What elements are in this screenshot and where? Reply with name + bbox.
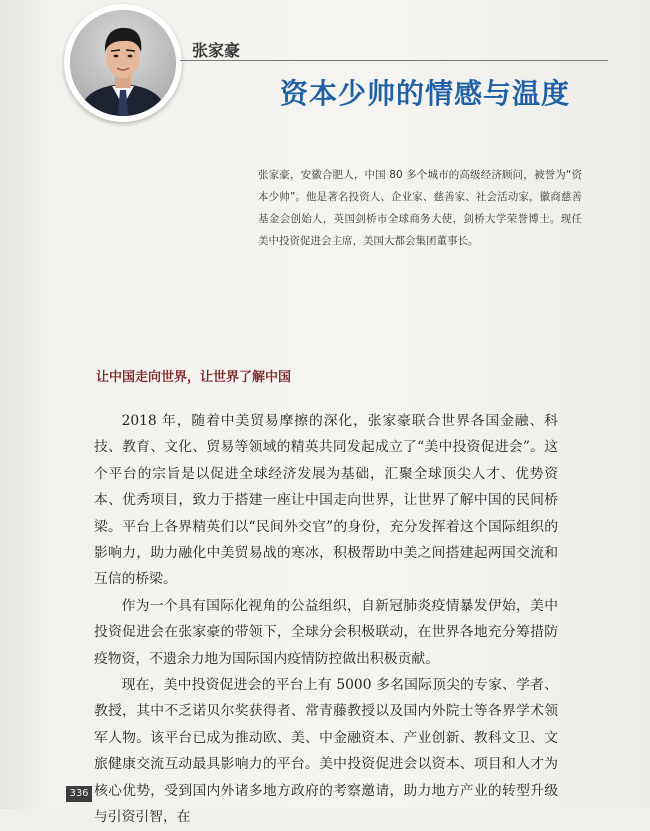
article-body bbox=[94, 408, 558, 831]
title-divider bbox=[180, 60, 608, 61]
author-photo bbox=[70, 10, 176, 116]
page-title: 资本少帅的情感与温度 bbox=[280, 77, 571, 110]
page-number: 336 bbox=[66, 786, 92, 802]
section-heading: 让中国走向世界，让世界了解中国 bbox=[96, 370, 292, 385]
paragraph: 现在，美中投资促进会的平台上有 5000 多名国际顶尖的专家、学者、教授，其中不乏诺贝尔奖获得者、常青藤教授以及国内外院士等各界学术领军人物。该平台已成为推动欧、美、中金融资本、产业创新、教科文卫、文旅健康交流互动最具影响力的平台。美中投资促进会以资本、项目和人才为核心优势，受到国内外诸多地方政府的考察邀请，助力地方产业的转型升级与引资引智，在 bbox=[94, 677, 558, 826]
author-name: 张家豪 bbox=[192, 41, 241, 60]
author-photo-frame bbox=[64, 4, 182, 122]
paragraph: 2018 年，随着中美贸易摩擦的深化，张家豪联合世界各国金融、科技、教育、文化、贸易等领域的精英共同发起成立了“美中投资促进会”。这个平台的宗旨是以促进全球经济发展为基础，汇聚全球顶尖人才、优势资本、优秀项目，致力于搭建一座让中国走向世界，让世界了解中国的民间桥梁。平台上各界精英们以“民间外交官”的身份，充分发挥着这个国际组织的影响力，助力融化中美贸易战的寒冰，积极帮助中美之间搭建起两国交流和互信的桥梁。 bbox=[94, 413, 558, 588]
author-bio: 张家豪，安徽合肥人，中国 80 多个城市的高级经济顾问，被誉为“资本少帅”。他是著名投资人、企业家、慈善家、社会活动家，徽商慈善基金会创始人，英国剑桥市全球商务大使，剑桥大学荣誉博士。现任美中投资促进会主席，美国大都会集团董事长。 bbox=[258, 169, 582, 247]
paragraph: 作为一个具有国际化视角的公益组织，自新冠肺炎疫情暴发伊始，美中投资促进会在张家豪的带领下，全球分会积极联动，在世界各地充分筹措防疫物资，不遗余力地为国际国内疫情防控做出积极贡献。 bbox=[94, 597, 558, 667]
